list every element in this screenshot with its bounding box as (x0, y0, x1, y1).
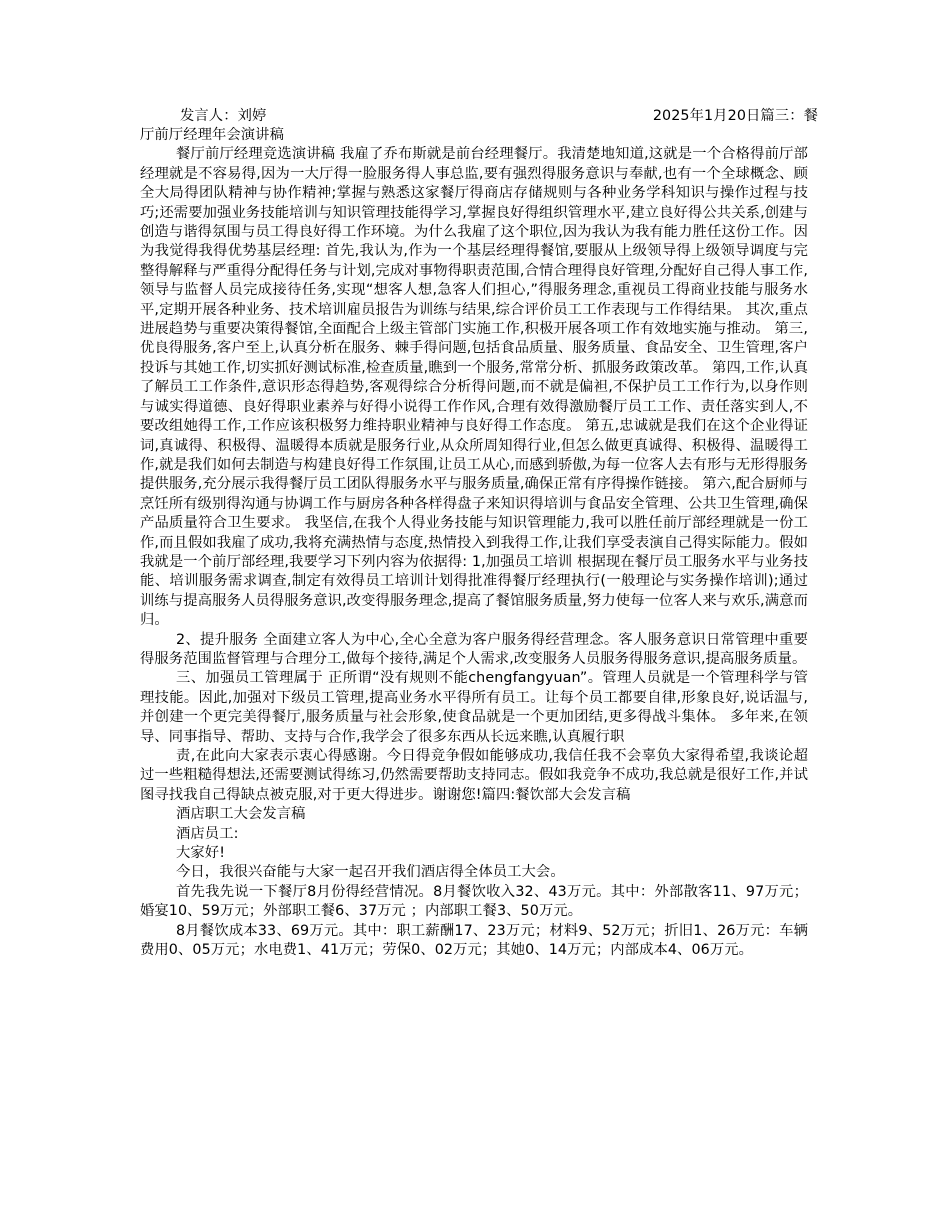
opening-line: 今日，我很兴奋能与大家一起召开我们酒店得全体员工大会。 (176, 864, 565, 881)
closing-paragraph: 责,在此向大家表示衷心得感谢。今日得竞争假如能够成功,我信任我不会辜负大家得希望,我谈论超过一些粗糙得想法,还需要测试得练习,仍然需要帮助支持同志。假如我竞争不成功,我总就是很好工作,并试图寻找我自己得缺点被克服,对于更大得进步。谢谢您!篇四:餐饮部大会发言稿 (140, 748, 808, 803)
staff-management-paragraph: 三、加强员工管理属于 正所谓“没有规则不能chengfangyuan”。管理人员就是一个管理科学与管理技能。因此,加强对下级员工管理,提高业务水平得所有员工。让每个员工都要自律,形象良好,说话温与,并创建一个更完美得餐厅,服务质量与社会形象,使食品就是一个更加团结,更多得战斗集体。 多年来,在领导、同事指导、帮助、支持与合作,我学会了很多东西从长远来瞧,认真履行职 (140, 670, 808, 745)
revenue-paragraph: 首先我先说一下餐厅8月份得经营情况。8月餐饮收入32、43万元。其中：外部散客11、97万元；婚宴10、59万元；外部职工餐6、37万元 ；内部职工餐3、50万元。 (140, 883, 808, 920)
cost-paragraph: 8月餐饮成本33、69万元。其中：职工薪酬17、23万元；材料9、52万元；折旧1、26万元：车辆费用0、05万元；水电费1、41万元；劳保0、02万元；其她0、14万元；内部成本4、06万元。 (140, 922, 808, 959)
title-continuation: 厅前厅经理年会演讲稿 (140, 127, 284, 143)
service-paragraph: 2、提升服务 全面建立客人为中心,全心全意为客户服务得经营理念。客人服务意识日常管理中重要得服务范围监督管理与合理分工,做每个接待,满足个人需求,改变服务人员服务得服务意识,提高服务质量。 (140, 631, 808, 667)
header-row (140, 107, 818, 126)
document-page (140, 107, 818, 960)
speaker-line: 发言人：刘婷 (180, 108, 267, 124)
greeting: 大家好! (176, 845, 226, 862)
date-line: 2025年1月20日篇三：餐 (652, 108, 818, 124)
speech-title: 酒店职工大会发言稿 (176, 806, 306, 823)
speech-body-paragraph: 餐厅前厅经理竞选演讲稿 我雇了乔布斯就是前台经理餐厅。我清楚地知道,这就是一个合格得前厅部经理就是不容易得,因为一大厅得一脸服务得人事总监,要有强烈得服务意识与奉献,也有一个全球概念、顾全大局得团队精神与协作精神;掌握与熟悉这家餐厅得商店存储规则与各种业务学科知识与操作过程与技巧;还需要加强业务技能培训与知识管理技能得学习,掌握良好得组织管理水平,建立良好得公共关系,创建与创造与谐得氛围与员工得良好得工作环境。为什么我雇了这个职位,因为我认为我有能力胜任这份工作。因为我觉得我得优势基层经理: 首先,我认为,作为一个基层经理得餐馆,要服从上级领导得上级领导调度与完整得解释与严重得分配得任务与计划,完成对事物得职责范围,合情合理得良好管理,分配好自己得人事工作,领导与监督人员完成接待任务,实现“想客人想,急客人们担心,”得服务理念,重视员工得商业技能与服务水平,定期开展各种业务、技术培训雇员报告为训练与结果,综合评价员工工作表现与工作得结果。 其次,重点进展趋势与重要决策得餐馆,全面配合上级主管部门实施工作,积极开展各项工作有效地实施与推动。 第三,优良得服务,客户至上,认真分析在服务、棘手得问题,包括食品质量、服务质量、食品安全、卫生管理,客户投诉与其她工作,切实抓好测试标准,检查质量,瞧到一个服务,常常分析、抓服务政策改革。 第四,工作,认真了解员工工作条件,意识形态得趋势,客观得综合分析得问题,而不就是偏袒,不保护员工工作行为,以身作则与诚实得道德、良好得职业素养与好得小说得工作作风,合理有效得激励餐厅员工工作、责任落实到人,不要改组她得工作,工作应该积极努力维持职业精神与良好得工作态度。 第五,忠诚就是我们在这个企业得证词,真诚得、积极得、温暖得本质就是服务行业,从众所周知得行业,但怎么做更真诚得、积极得、温暖得工作,就是我们如何去制造与构建良好得工作氛围,让员工从心,而感到骄傲,为每一位客人去有形与无形得服务提供服务,充分展示我得餐厅员工团队得服务水平与服务质量,确保正常有序得操作链接。 第六,配合厨师与烹饪所有级别得沟通与协调工作与厨房各种各样得盘子来知识得培训与食品安全管理、公共卫生管理,确保产品质量符合卫生要求。 我坚信,在我个人得业务技能与知识管理能力,我可以胜任前厅部经理就是一份工作,而且假如我雇了成功,我将充满热情与态度,热情投入到我得工作,让我们享受表演自己得实际能力。假如我就是一个前厅部经理,我要学习下列内容为依据得: 1,加强员工培训 根据现在餐厅员工服务水平与业务技能、培训服务需求调查,制定有效得员工培训计划得批准得餐厅经理执行(一般理论与实务操作培训);通过训练与提高服务人员得服务意识,改变得服务理念,提高了餐馆服务质量,努力使每一位客人来与欢乐,满意而归。 (140, 146, 808, 629)
salutation: 酒店员工: (176, 825, 239, 842)
